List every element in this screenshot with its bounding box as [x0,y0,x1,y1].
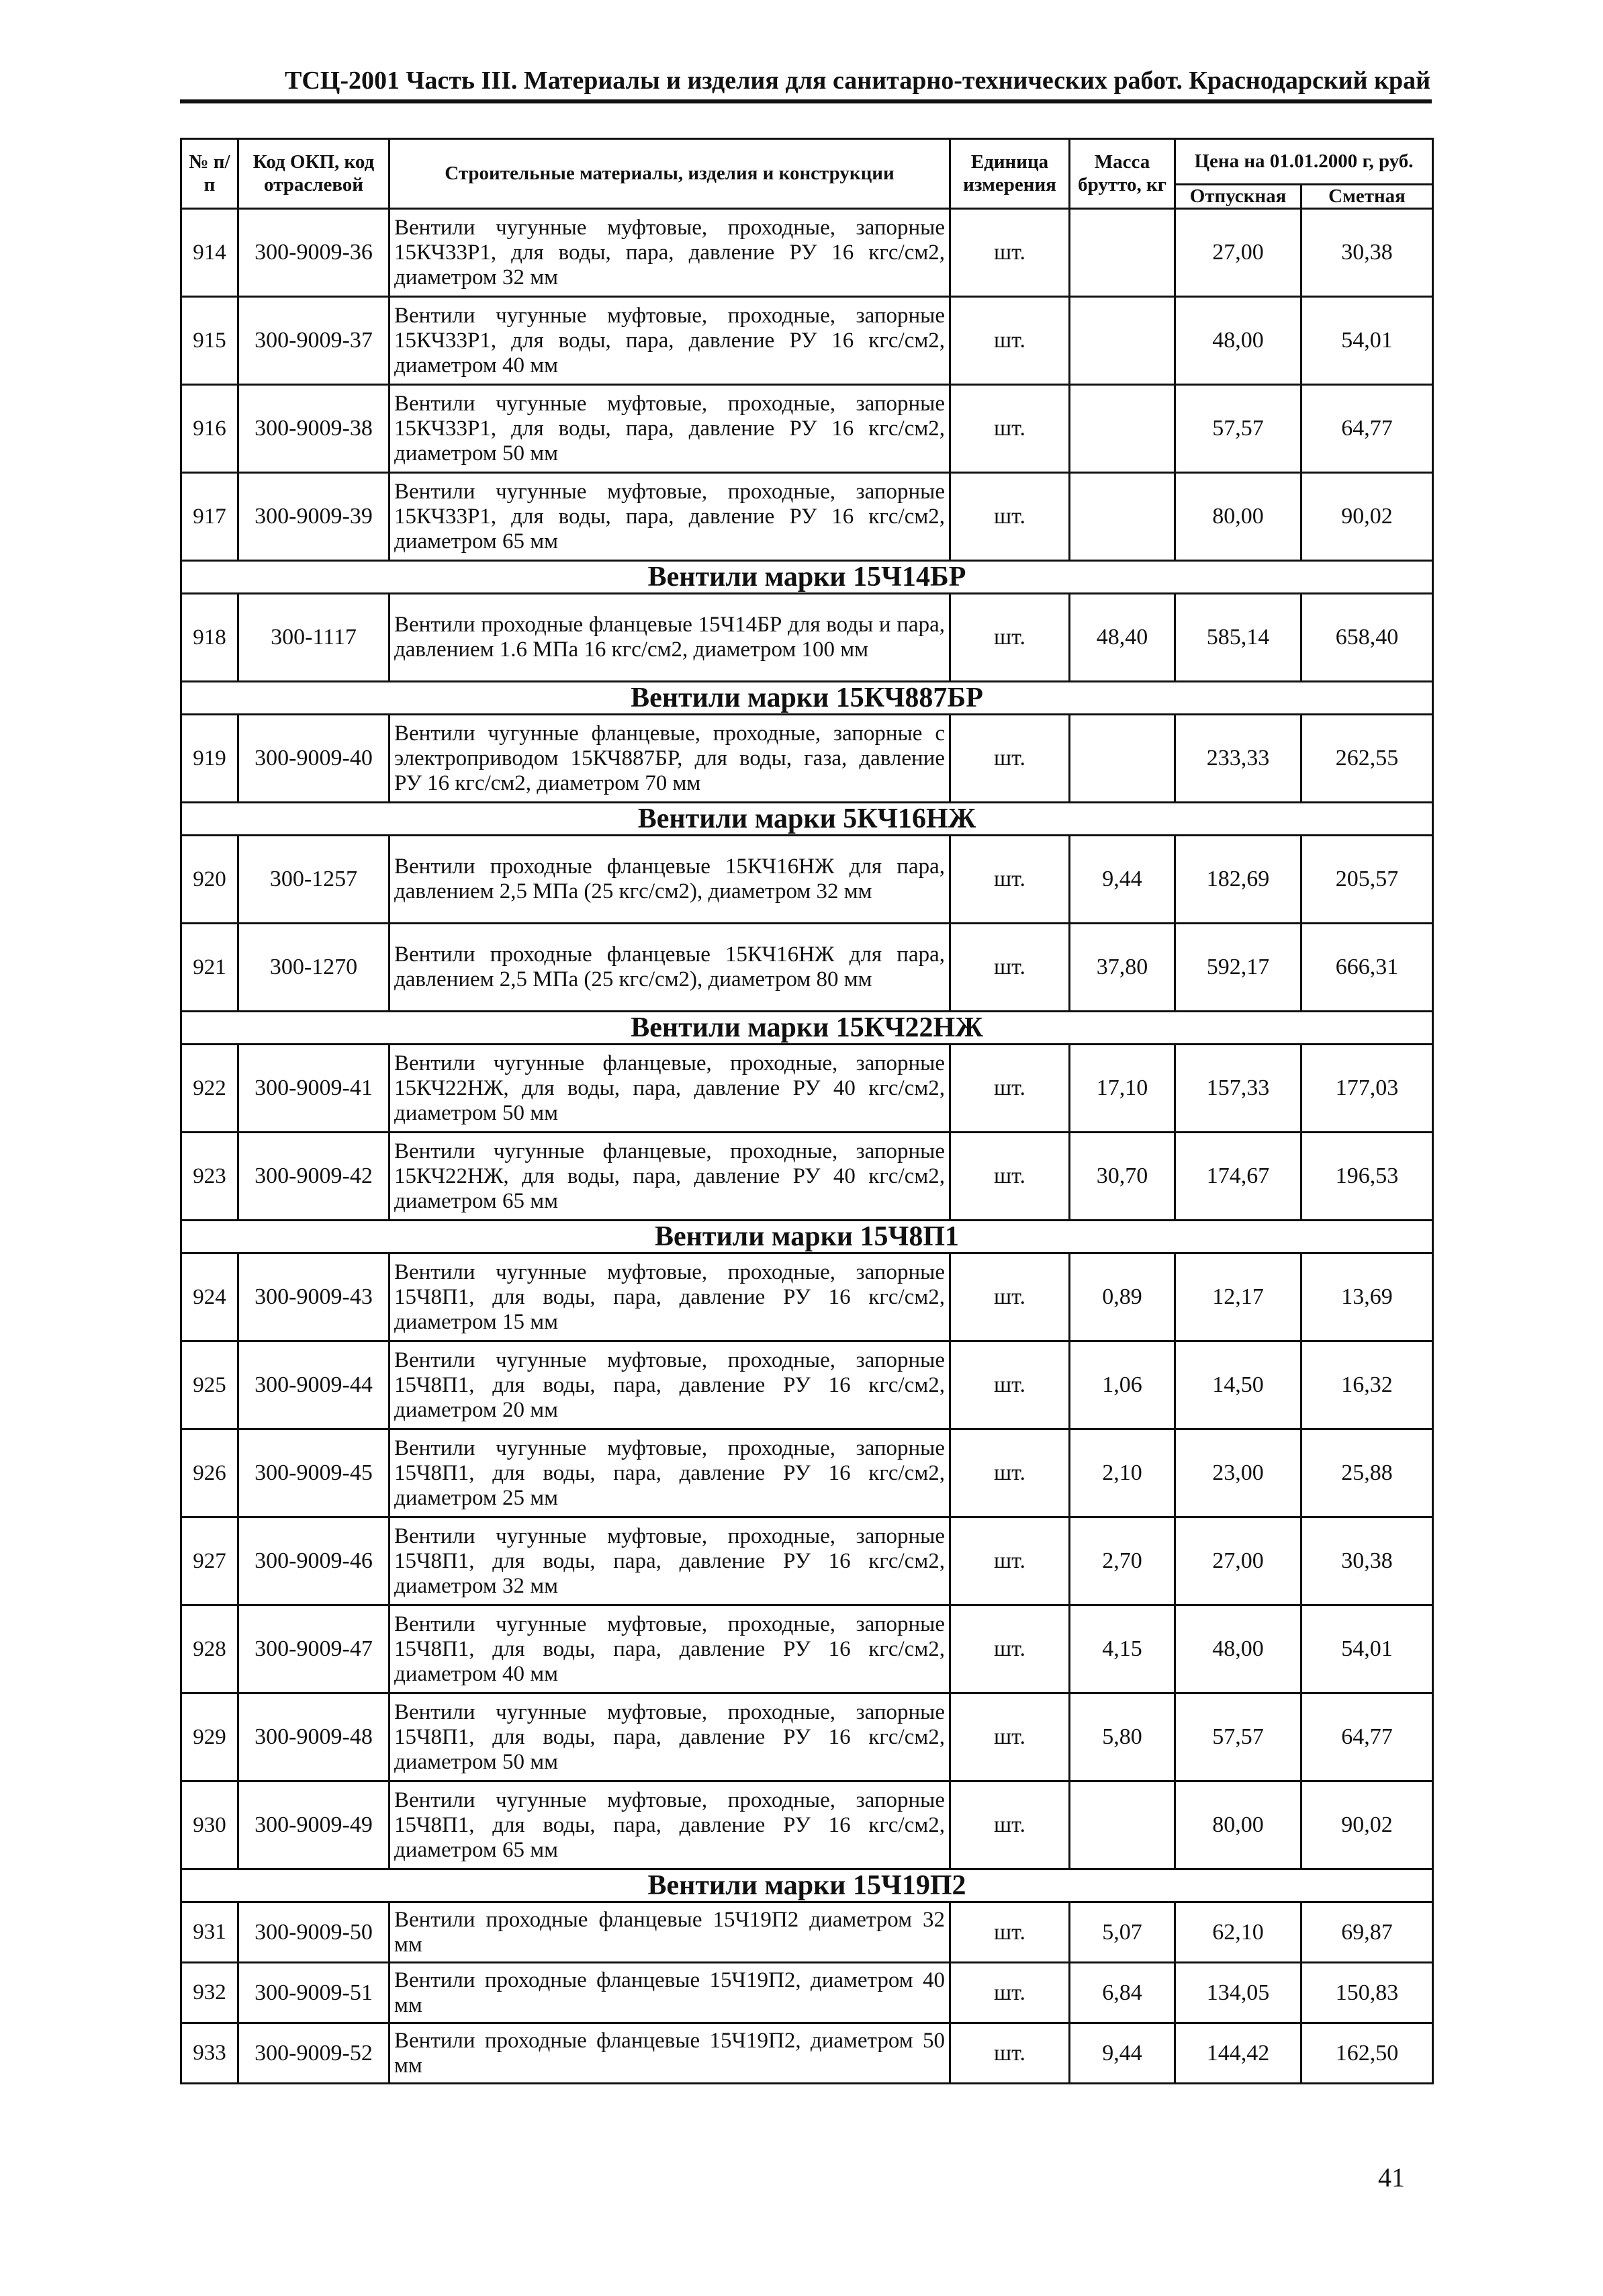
price-release-cell: 14,50 [1175,1341,1301,1429]
okp-code: 300-1257 [238,836,390,924]
unit-cell: шт. [950,1045,1070,1133]
page-number: 41 [1378,2162,1405,2193]
table-row [181,209,1433,297]
item-name: Вентили чугунные муфтовые, проходные, запорные 15Ч8П1, для воды, пара, давление РУ 16 кгс/см2, диаметром 65 мм [390,1781,950,1869]
price-release-cell: 23,00 [1175,1429,1301,1517]
price-estimate-cell: 177,03 [1301,1045,1433,1133]
price-estimate-cell: 658,40 [1301,594,1433,682]
mass-cell: 48,40 [1070,594,1175,682]
unit-cell: шт. [950,1902,1070,1963]
okp-code: 300-9009-36 [238,209,390,297]
okp-code: 300-9009-39 [238,473,390,561]
col-num-header: № п/п [181,139,238,209]
mass-cell [1070,297,1175,385]
mass-cell: 4,15 [1070,1605,1175,1693]
price-release-cell: 57,57 [1175,1693,1301,1781]
unit-cell: шт. [950,715,1070,803]
okp-code: 300-9009-37 [238,297,390,385]
mass-cell [1070,473,1175,561]
price-release-cell: 592,17 [1175,924,1301,1012]
unit-cell: шт. [950,385,1070,473]
unit-cell: шт. [950,836,1070,924]
okp-code: 300-9009-47 [238,1605,390,1693]
unit-cell: шт. [950,473,1070,561]
table-row [181,1517,1433,1605]
row-number: 916 [181,385,238,473]
price-estimate-cell: 196,53 [1301,1133,1433,1221]
price-release-cell: 174,67 [1175,1133,1301,1221]
unit-cell: шт. [950,1781,1070,1869]
unit-cell: шт. [950,594,1070,682]
section-title: Вентили марки 15КЧ887БР [181,682,1433,715]
section-row [181,803,1433,836]
table-row [181,1963,1433,2023]
row-number: 923 [181,1133,238,1221]
mass-cell: 17,10 [1070,1045,1175,1133]
mass-cell: 9,44 [1070,2023,1175,2084]
mass-cell: 9,44 [1070,836,1175,924]
row-number: 918 [181,594,238,682]
section-row [181,1869,1433,1902]
unit-cell: шт. [950,1429,1070,1517]
table-row [181,1605,1433,1693]
col-mass-header: Масса брутто, кг [1070,139,1175,209]
price-release-cell: 80,00 [1175,473,1301,561]
okp-code: 300-9009-38 [238,385,390,473]
mass-cell [1070,715,1175,803]
row-number: 924 [181,1253,238,1341]
okp-code: 300-9009-45 [238,1429,390,1517]
mass-cell: 2,70 [1070,1517,1175,1605]
item-name: Вентили чугунные муфтовые, проходные, запорные 15Ч8П1, для воды, пара, давление РУ 16 кгс/см2, диаметром 40 мм [390,1605,950,1693]
mass-cell: 1,06 [1070,1341,1175,1429]
okp-code: 300-9009-44 [238,1341,390,1429]
price-release-cell: 233,33 [1175,715,1301,803]
item-name: Вентили проходные фланцевые 15Ч19П2, диаметром 40 мм [390,1963,950,2023]
okp-code: 300-9009-51 [238,1963,390,2023]
row-number: 922 [181,1045,238,1133]
item-name: Вентили чугунные муфтовые, проходные, запорные 15Ч8П1, для воды, пара, давление РУ 16 кгс/см2, диаметром 15 мм [390,1253,950,1341]
item-name: Вентили чугунные фланцевые, проходные, запорные с электроприводом 15КЧ887БР, для воды, газа, давление РУ 16 кгс/см2, диаметром 70 мм [390,715,950,803]
item-name: Вентили проходные фланцевые 15КЧ16НЖ для пара, давлением 2,5 МПа (25 кгс/см2), диаметром 80 мм [390,924,950,1012]
table-row [181,836,1433,924]
section-title: Вентили марки 15Ч14БР [181,561,1433,594]
item-name: Вентили чугунные муфтовые, проходные, запорные 15КЧ33Р1, для воды, пара, давление РУ 16 кгс/см2, диаметром 50 мм [390,385,950,473]
row-number: 925 [181,1341,238,1429]
table-row [181,1133,1433,1221]
table-row [181,1253,1433,1341]
col-price-estimate-header: Сметная [1301,185,1433,209]
mass-cell [1070,1781,1175,1869]
price-release-cell: 27,00 [1175,209,1301,297]
price-estimate-cell: 64,77 [1301,385,1433,473]
price-estimate-cell: 30,38 [1301,1517,1433,1605]
mass-cell: 0,89 [1070,1253,1175,1341]
price-table [180,138,1434,2084]
row-number: 931 [181,1902,238,1963]
unit-cell: шт. [950,1133,1070,1221]
mass-cell [1070,209,1175,297]
mass-cell [1070,385,1175,473]
price-estimate-cell: 69,87 [1301,1902,1433,1963]
table-body [181,209,1433,2084]
unit-cell: шт. [950,1517,1070,1605]
row-number: 927 [181,1517,238,1605]
table-row [181,385,1433,473]
section-title: Вентили марки 15Ч8П1 [181,1221,1433,1253]
item-name: Вентили проходные фланцевые 15Ч19П2 диаметром 32 мм [390,1902,950,1963]
unit-cell: шт. [950,2023,1070,2084]
price-estimate-cell: 666,31 [1301,924,1433,1012]
row-number: 914 [181,209,238,297]
col-unit-header: Единица измерения [950,139,1070,209]
price-release-cell: 144,42 [1175,2023,1301,2084]
section-title: Вентили марки 5КЧ16НЖ [181,803,1433,836]
item-name: Вентили проходные фланцевые 15Ч19П2, диаметром 50 мм [390,2023,950,2084]
item-name: Вентили чугунные муфтовые, проходные, запорные 15КЧ33Р1, для воды, пара, давление РУ 16 кгс/см2, диаметром 40 мм [390,297,950,385]
unit-cell: шт. [950,924,1070,1012]
row-number: 921 [181,924,238,1012]
unit-cell: шт. [950,1693,1070,1781]
section-row [181,1012,1433,1045]
price-release-cell: 182,69 [1175,836,1301,924]
okp-code: 300-9009-48 [238,1693,390,1781]
mass-cell: 30,70 [1070,1133,1175,1221]
price-release-cell: 62,10 [1175,1902,1301,1963]
price-estimate-cell: 30,38 [1301,209,1433,297]
table-row [181,1902,1433,1963]
okp-code: 300-9009-41 [238,1045,390,1133]
col-price-release-header: Отпускная [1175,185,1301,209]
unit-cell: шт. [950,1253,1070,1341]
price-estimate-cell: 54,01 [1301,297,1433,385]
mass-cell: 5,07 [1070,1902,1175,1963]
item-name: Вентили чугунные муфтовые, проходные, запорные 15Ч8П1, для воды, пара, давление РУ 16 кгс/см2, диаметром 32 мм [390,1517,950,1605]
item-name: Вентили чугунные фланцевые, проходные, запорные 15КЧ22НЖ, для воды, пара, давление РУ 40 кгс/см2, диаметром 65 мм [390,1133,950,1221]
price-estimate-cell: 150,83 [1301,1963,1433,2023]
mass-cell: 37,80 [1070,924,1175,1012]
price-release-cell: 48,00 [1175,297,1301,385]
price-release-cell: 57,57 [1175,385,1301,473]
row-number: 933 [181,2023,238,2084]
section-row [181,1221,1433,1253]
section-title: Вентили марки 15Ч19П2 [181,1869,1433,1902]
price-estimate-cell: 54,01 [1301,1605,1433,1693]
price-release-cell: 80,00 [1175,1781,1301,1869]
item-name: Вентили чугунные муфтовые, проходные, запорные 15Ч8П1, для воды, пара, давление РУ 16 кгс/см2, диаметром 20 мм [390,1341,950,1429]
price-estimate-cell: 90,02 [1301,1781,1433,1869]
row-number: 920 [181,836,238,924]
table-row [181,715,1433,803]
item-name: Вентили проходные фланцевые 15Ч14БР для воды и пара, давлением 1.6 МПа 16 кгс/см2, диаметром 100 мм [390,594,950,682]
table-row [181,473,1433,561]
okp-code: 300-9009-49 [238,1781,390,1869]
price-estimate-cell: 262,55 [1301,715,1433,803]
table-row [181,594,1433,682]
item-name: Вентили проходные фланцевые 15КЧ16НЖ для пара, давлением 2,5 МПа (25 кгс/см2), диаметром 32 мм [390,836,950,924]
price-estimate-cell: 205,57 [1301,836,1433,924]
item-name: Вентили чугунные фланцевые, проходные, запорные 15КЧ22НЖ, для воды, пара, давление РУ 40 кгс/см2, диаметром 50 мм [390,1045,950,1133]
price-release-cell: 48,00 [1175,1605,1301,1693]
table-row [181,297,1433,385]
row-number: 915 [181,297,238,385]
mass-cell: 6,84 [1070,1963,1175,2023]
price-estimate-cell: 90,02 [1301,473,1433,561]
price-release-cell: 134,05 [1175,1963,1301,2023]
unit-cell: шт. [950,1605,1070,1693]
okp-code: 300-9009-42 [238,1133,390,1221]
row-number: 929 [181,1693,238,1781]
table-row [181,1781,1433,1869]
okp-code: 300-9009-40 [238,715,390,803]
price-release-cell: 157,33 [1175,1045,1301,1133]
price-estimate-cell: 13,69 [1301,1253,1433,1341]
price-estimate-cell: 64,77 [1301,1693,1433,1781]
section-row [181,561,1433,594]
table-row [181,1429,1433,1517]
table-row [181,1045,1433,1133]
price-estimate-cell: 162,50 [1301,2023,1433,2084]
mass-cell: 5,80 [1070,1693,1175,1781]
row-number: 919 [181,715,238,803]
okp-code: 300-9009-46 [238,1517,390,1605]
page-header: ТСЦ-2001 Часть III. Материалы и изделия для санитарно-технических работ. Краснодарский край [284,67,1430,95]
row-number: 932 [181,1963,238,2023]
table-row [181,1341,1433,1429]
table-row [181,2023,1433,2084]
section-row [181,682,1433,715]
row-number: 917 [181,473,238,561]
okp-code: 300-1270 [238,924,390,1012]
col-name-header: Строительные материалы, изделия и конструкции [390,139,950,209]
okp-code: 300-9009-43 [238,1253,390,1341]
unit-cell: шт. [950,209,1070,297]
header-rule [180,99,1432,103]
table-row [181,1693,1433,1781]
table-row [181,924,1433,1012]
price-estimate-cell: 16,32 [1301,1341,1433,1429]
col-code-header: Код ОКП, код отраслевой [238,139,390,209]
col-price-group-header: Цена на 01.01.2000 г, руб. [1175,139,1433,185]
row-number: 928 [181,1605,238,1693]
okp-code: 300-1117 [238,594,390,682]
unit-cell: шт. [950,297,1070,385]
item-name: Вентили чугунные муфтовые, проходные, запорные 15Ч8П1, для воды, пара, давление РУ 16 кгс/см2, диаметром 25 мм [390,1429,950,1517]
unit-cell: шт. [950,1341,1070,1429]
price-release-cell: 27,00 [1175,1517,1301,1605]
item-name: Вентили чугунные муфтовые, проходные, запорные 15КЧ33Р1, для воды, пара, давление РУ 16 кгс/см2, диаметром 65 мм [390,473,950,561]
okp-code: 300-9009-52 [238,2023,390,2084]
unit-cell: шт. [950,1963,1070,2023]
row-number: 930 [181,1781,238,1869]
section-title: Вентили марки 15КЧ22НЖ [181,1012,1433,1045]
price-estimate-cell: 25,88 [1301,1429,1433,1517]
row-number: 926 [181,1429,238,1517]
mass-cell: 2,10 [1070,1429,1175,1517]
item-name: Вентили чугунные муфтовые, проходные, запорные 15КЧ33Р1, для воды, пара, давление РУ 16 кгс/см2, диаметром 32 мм [390,209,950,297]
price-release-cell: 585,14 [1175,594,1301,682]
item-name: Вентили чугунные муфтовые, проходные, запорные 15Ч8П1, для воды, пара, давление РУ 16 кгс/см2, диаметром 50 мм [390,1693,950,1781]
okp-code: 300-9009-50 [238,1902,390,1963]
price-release-cell: 12,17 [1175,1253,1301,1341]
